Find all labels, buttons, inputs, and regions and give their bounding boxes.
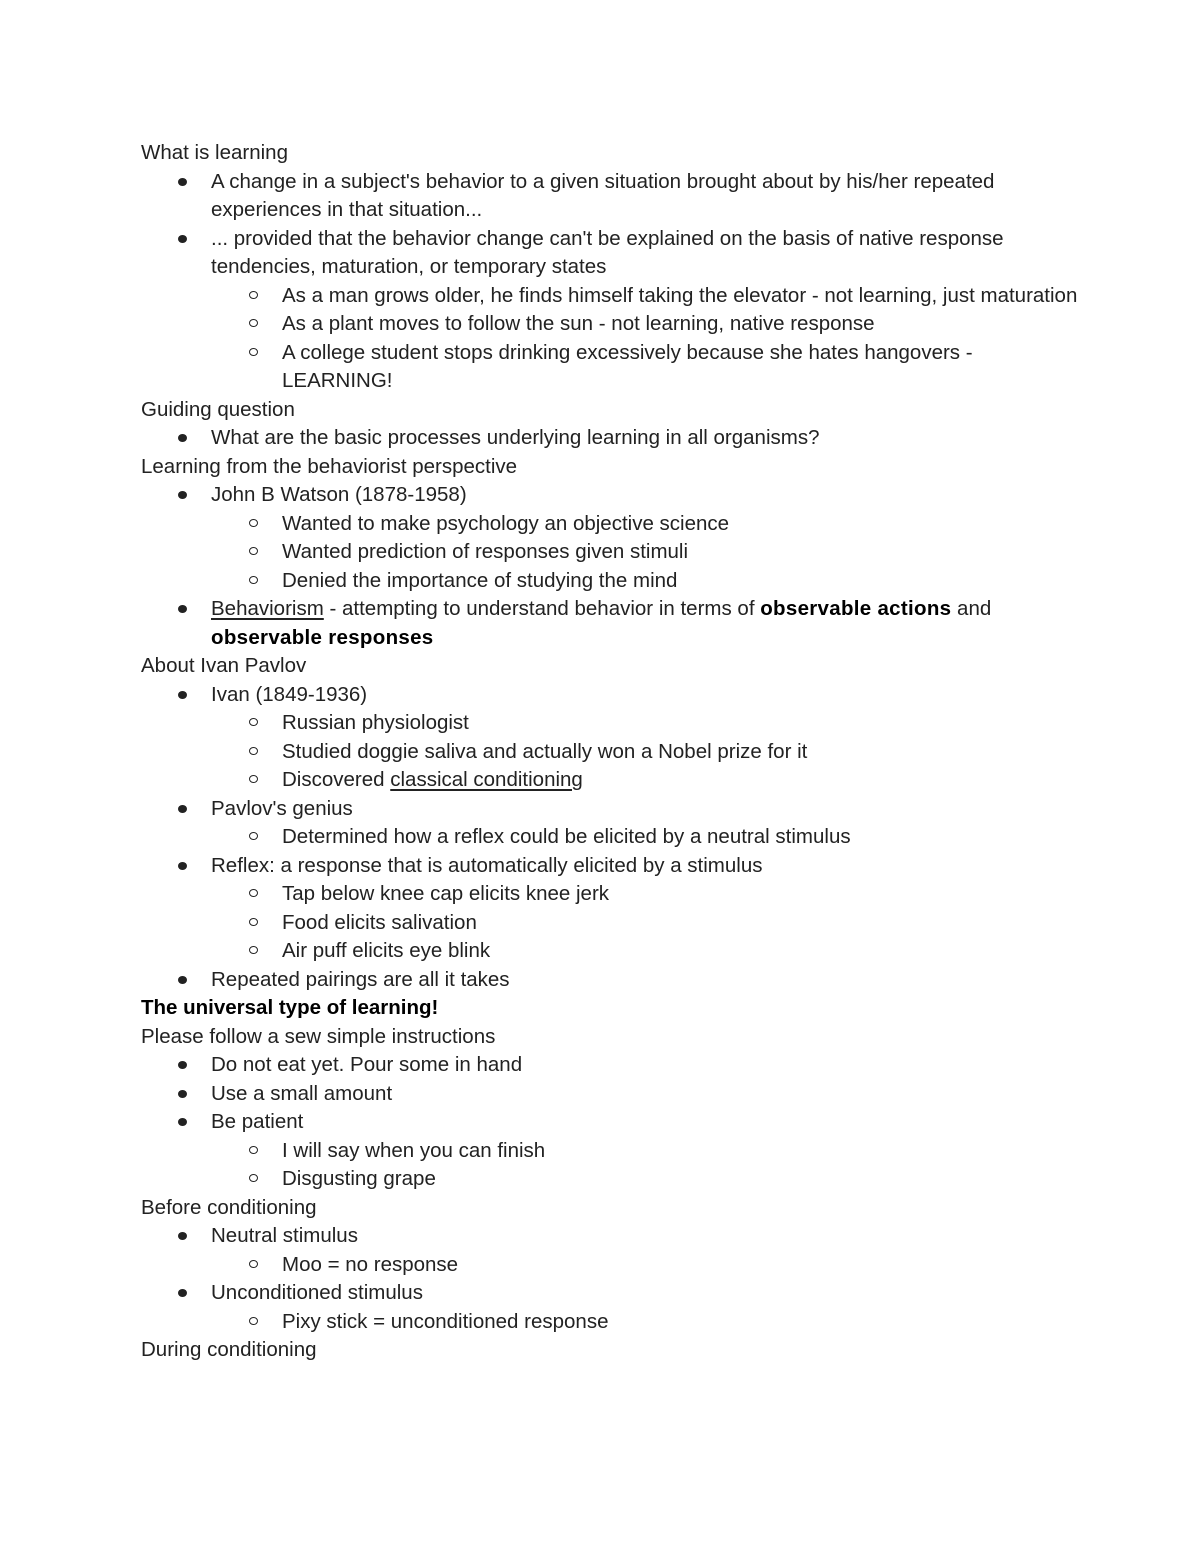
sub-list-item: [141, 880, 1081, 909]
bullet-icon: [178, 1061, 187, 1069]
section-heading: About Ivan Pavlov: [141, 654, 307, 677]
list-item: [141, 168, 1081, 225]
circle-bullet-icon: [249, 747, 258, 755]
sub-item-text: A college student stops drinking excessively because she hates hangovers - LEARNING!: [282, 340, 973, 392]
list-item-text: Pavlov's genius: [211, 796, 353, 820]
list-item-text: Ivan (1849-1936): [211, 682, 368, 706]
sub-item-text: Wanted prediction of responses given stimuli: [282, 540, 689, 563]
circle-bullet-icon: [249, 547, 258, 555]
sub-item-text: Determined how a reflex could be elicited by a neutral stimulus: [282, 825, 851, 848]
circle-bullet-icon: [249, 1317, 258, 1325]
circle-bullet-icon: [249, 1260, 258, 1268]
bullet-icon: [178, 178, 187, 186]
list-item-text: What are the basic processes underlying learning in all organisms?: [211, 426, 820, 449]
sub-item-text: Russian physiologist: [282, 711, 469, 734]
sub-list-item: [141, 738, 1081, 767]
list-item-text: ... provided that the behavior change can't be explained on the basis of native response tendencies, maturation, or temporary states: [211, 226, 1004, 278]
bullet-list: [141, 481, 1081, 652]
circle-bullet-icon: [249, 946, 258, 954]
bullet-icon: [178, 491, 187, 499]
sub-list-item: [141, 909, 1081, 938]
sub-item-text: Food elicits salivation: [282, 910, 477, 934]
sub-item-text: Denied the importance of studying the mind: [282, 568, 678, 592]
sub-item-text: Pixy stick = unconditioned response: [282, 1309, 609, 1333]
sub-list-item: [141, 766, 1081, 795]
list-item-text: Reflex: a response that is automatically elicited by a stimulus: [211, 853, 763, 877]
list-item-text: Use a small amount: [211, 1081, 393, 1105]
underlined-term: Behaviorism: [211, 597, 324, 620]
circle-bullet-icon: [249, 1146, 258, 1154]
list-item: [141, 1080, 1081, 1109]
sub-item-text: I will say when you can finish: [282, 1138, 546, 1162]
bullet-icon: [178, 862, 187, 870]
sub-list-item: [141, 1165, 1081, 1194]
sub-item-text: Wanted to make psychology an objective science: [282, 511, 730, 535]
list-item: [141, 966, 1081, 995]
list-item: [141, 1279, 1081, 1308]
bullet-icon: [178, 235, 187, 243]
section-heading: During conditioning: [141, 1338, 317, 1361]
sub-list-item: [141, 510, 1081, 539]
circle-bullet-icon: [249, 889, 258, 897]
bold-heading: The universal type of learning!: [141, 996, 439, 1019]
circle-bullet-icon: [249, 775, 258, 783]
bold-term: observable responses: [211, 625, 434, 649]
sub-list-item: [141, 1251, 1081, 1280]
sub-list-item: [141, 282, 1081, 311]
section-heading: Guiding question: [141, 397, 295, 421]
list-item-text: and: [951, 597, 992, 620]
list-item-text: Neutral stimulus: [211, 1224, 358, 1247]
circle-bullet-icon: [249, 718, 258, 726]
underlined-term: classical conditioning: [390, 768, 583, 791]
circle-bullet-icon: [249, 319, 258, 327]
bullet-icon: [178, 691, 187, 699]
circle-bullet-icon: [249, 832, 258, 840]
sub-list-item: [141, 310, 1081, 339]
bullet-icon: [178, 805, 187, 813]
list-item-text: - attempting to understand behavior in terms of: [323, 597, 761, 620]
list-item: [141, 595, 1081, 652]
sub-list-item: [141, 823, 1081, 852]
circle-bullet-icon: [249, 1174, 258, 1182]
bullet-list: [141, 424, 1081, 453]
sub-list-item: [141, 937, 1081, 966]
list-item: [141, 681, 1081, 710]
sub-item-text: Tap below knee cap elicits knee jerk: [282, 882, 610, 905]
bullet-icon: [178, 434, 187, 442]
list-item-text: A change in a subject's behavior to a given situation brought about by his/her repeated experiences in that situation...: [211, 169, 995, 221]
list-item-text: Repeated pairings are all it takes: [211, 967, 510, 991]
bullet-list: [141, 168, 1081, 396]
bullet-icon: [178, 1090, 187, 1098]
section-heading: What is learning: [141, 141, 288, 164]
sub-list-item: [141, 339, 1081, 396]
bullet-icon: [178, 605, 187, 613]
bullet-list: [141, 1222, 1081, 1336]
sub-list-item: [141, 709, 1081, 738]
sub-item-text: As a man grows older, he finds himself taking the elevator - not learning, just maturation: [282, 283, 1078, 307]
circle-bullet-icon: [249, 291, 258, 299]
document-page: [141, 139, 1081, 1365]
section-heading: Before conditioning: [141, 1195, 317, 1219]
sub-list-item: [141, 567, 1081, 596]
bullet-list: [141, 1051, 1081, 1194]
bullet-icon: [178, 1118, 187, 1126]
list-item: [141, 1108, 1081, 1137]
sub-list-item: [141, 538, 1081, 567]
list-item: [141, 1222, 1081, 1251]
list-item: [141, 424, 1081, 453]
bullet-icon: [178, 976, 187, 984]
circle-bullet-icon: [249, 348, 258, 356]
sub-list-item: [141, 1137, 1081, 1166]
list-item-text: Be patient: [211, 1110, 304, 1133]
circle-bullet-icon: [249, 519, 258, 527]
sub-item-text: Air puff elicits eye blink: [282, 939, 491, 962]
section-heading: Please follow a sew simple instructions: [141, 1024, 496, 1048]
circle-bullet-icon: [249, 576, 258, 584]
bullet-icon: [178, 1289, 187, 1297]
bullet-icon: [178, 1232, 187, 1240]
sub-item-text: As a plant moves to follow the sun - not learning, native response: [282, 312, 875, 335]
list-item: [141, 481, 1081, 510]
sub-item-text: Studied doggie saliva and actually won a Nobel prize for it: [282, 739, 808, 763]
list-item-text: Do not eat yet. Pour some in hand: [211, 1053, 523, 1076]
bold-term: observable actions: [760, 597, 952, 620]
circle-bullet-icon: [249, 918, 258, 926]
section-heading: Learning from the behaviorist perspective: [141, 454, 518, 478]
sub-list-item: [141, 1308, 1081, 1337]
list-item: [141, 852, 1081, 881]
list-item-text: John B Watson (1878-1958): [211, 483, 467, 506]
bullet-list: [141, 681, 1081, 995]
list-item-text: Unconditioned stimulus: [211, 1281, 423, 1304]
list-item: [141, 795, 1081, 824]
list-item: [141, 225, 1081, 282]
sub-item-text: Discovered: [282, 768, 391, 791]
list-item: [141, 1051, 1081, 1080]
sub-item-text: Moo = no response: [282, 1252, 459, 1276]
sub-item-text: Disgusting grape: [282, 1167, 436, 1190]
